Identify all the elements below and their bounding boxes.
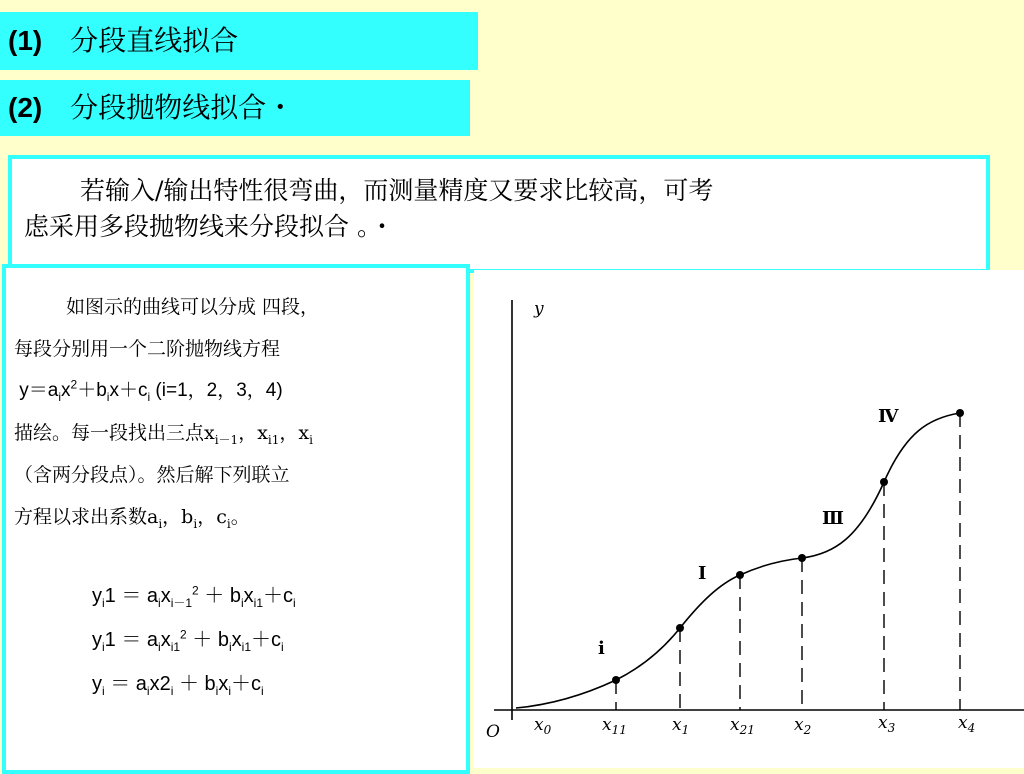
l4c: ，x: [279, 422, 310, 444]
origin-label: O: [486, 722, 500, 742]
segment-label-4: Ⅳ: [878, 406, 899, 427]
l4-sub-2: i1: [267, 432, 280, 447]
formula-b: ＋b: [77, 380, 107, 401]
formula-x: x: [61, 380, 71, 401]
heading-2-text: 分段抛物线拟合・: [70, 91, 295, 124]
formula-sub-b: i: [106, 389, 110, 404]
x-tick-labels: [534, 713, 975, 737]
intro-line-1: 若输入/输出特性很弯曲，而测量精度又要求比较高，可考: [80, 176, 714, 205]
explanation-textbox: [2, 264, 470, 774]
explain-line-6: [14, 496, 456, 538]
formula-sub-c: i: [147, 389, 151, 404]
l4a: 描绘。每一段找出三点x: [14, 422, 215, 444]
parabola-formula: [14, 370, 456, 412]
l6-sub-b: i: [193, 516, 198, 531]
point-x2: [798, 554, 806, 562]
point-x1: [676, 624, 684, 632]
explain-line-4: [14, 412, 456, 454]
piecewise-curve-figure: [474, 270, 1024, 768]
formula-range: (i=1，2，3，4): [150, 380, 283, 401]
heading-piecewise-parabola: [0, 80, 470, 136]
fitted-curve: [516, 413, 960, 708]
point-x4: [956, 409, 964, 417]
knot-points: [612, 409, 964, 684]
point-x11: [612, 676, 620, 684]
x-tick-2: $x_2$: [794, 715, 812, 737]
equation-system: [14, 574, 456, 706]
l6d: 。: [230, 506, 250, 528]
l4b: ，x: [238, 422, 268, 444]
heading-1-text: 分段直线拟合: [70, 24, 239, 57]
x-tick-0: $x_0$: [534, 715, 552, 737]
l6b: ，b: [162, 506, 194, 528]
segment-label-2: I: [698, 563, 707, 584]
heading-1-number: (1): [8, 25, 43, 56]
curve-diagram: [474, 270, 1024, 768]
l6-sub-c: i: [226, 516, 231, 531]
formula-sup: 2: [70, 377, 78, 392]
l4-sub-3: i: [309, 432, 313, 447]
x-tick-3: $x_3$: [878, 713, 896, 735]
point-x21: [736, 571, 744, 579]
heading-2-number: (2): [8, 92, 43, 123]
point-x3: [880, 478, 888, 486]
x-tick-4: $x_4$: [958, 713, 976, 735]
x-tick-11: $x_{11}$: [602, 715, 627, 737]
l4-sub-1: i－1: [214, 432, 239, 447]
segment-label-1: i: [598, 638, 605, 659]
x-tick-21: $x_{21}$: [730, 715, 755, 737]
heading-piecewise-linear: [0, 12, 478, 70]
equation-1: $y_i1 = a_ix_{i-1}^2 + b_ix_{i1}+c_i$: [92, 583, 296, 610]
l6c: ，c: [197, 506, 227, 528]
segment-lines: [616, 413, 960, 710]
segment-label-3: Ⅲ: [822, 508, 844, 529]
l6a: 方程以求出系数a: [14, 506, 159, 528]
formula-sub-a: i: [58, 389, 62, 404]
formula-xc: x＋c: [109, 380, 148, 401]
intro-line-2: 虑采用多段抛物线来分段拟合 。・: [24, 212, 395, 242]
equation-2: $y_i1 = a_ix_{i1}^2 + b_ix_{i1}+c_i$: [92, 627, 284, 654]
explain-line-5: （含两分段点）。然后解下列联立: [14, 464, 290, 486]
y-axis-label: y: [534, 299, 544, 319]
intro-textbox: [8, 155, 990, 273]
explain-line-1: 如图示的曲线可以分成 四段，: [66, 296, 320, 318]
l6-sub-a: i: [158, 516, 163, 531]
explain-line-2: 每段分别用一个二阶抛物线方程: [14, 338, 281, 360]
x-tick-1: $x_1$: [672, 715, 690, 737]
equation-3: $y_i = a_ix2_i + b_ix_i+c_i$: [92, 673, 264, 698]
formula-y: y＝a: [19, 380, 59, 401]
